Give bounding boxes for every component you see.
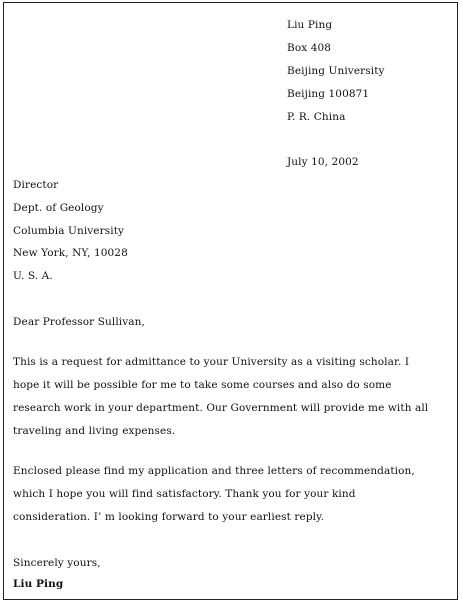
sender-university: Beijing University <box>287 65 385 77</box>
sender-name: Liu Ping <box>287 19 333 31</box>
closing: Sincerely yours, <box>13 557 101 569</box>
paragraph2-line: which I hope you will find satisfactory. Thank you for your kind <box>13 488 356 500</box>
sender-country: P. R. China <box>287 111 346 123</box>
recipient-department: Dept. of Geology <box>13 202 104 214</box>
recipient-country: U. S. A. <box>13 270 53 282</box>
sender-box: Box 408 <box>287 42 332 54</box>
paragraph1-line: research work in your department. Our Government will provide me with all <box>13 402 429 414</box>
salutation: Dear Professor Sullivan, <box>13 316 145 328</box>
recipient-city: New York, NY, 10028 <box>13 247 128 259</box>
recipient-university: Columbia University <box>13 225 125 237</box>
paragraph1-line: hope it will be possible for me to take some courses and also do some <box>13 379 392 391</box>
recipient-title: Director <box>13 179 59 191</box>
sender-city: Beijing 100871 <box>287 88 370 100</box>
paragraph1-line: traveling and living expenses. <box>13 425 176 437</box>
paragraph2-line: Enclosed please find my application and three letters of recommendation, <box>13 465 415 477</box>
signature: Liu Ping <box>13 578 64 590</box>
paragraph2-line: consideration. I’ m looking forward to your earliest reply. <box>13 511 325 523</box>
letter-date: July 10, 2002 <box>287 156 359 168</box>
paragraph1-line: This is a request for admittance to your University as a visiting scholar. I <box>13 356 410 368</box>
